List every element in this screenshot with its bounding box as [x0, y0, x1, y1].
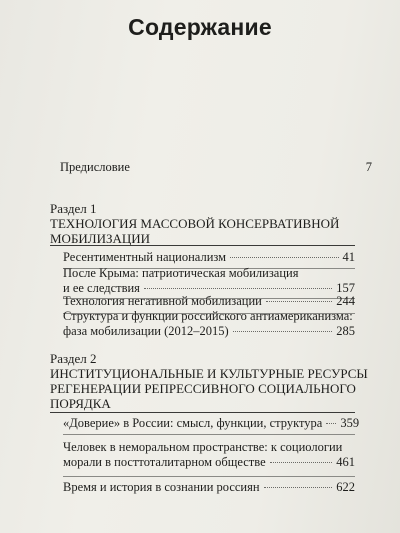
leader	[266, 301, 332, 302]
leader	[270, 462, 333, 463]
toc-entry-preface[interactable]	[60, 160, 372, 175]
toc-entry[interactable]: Структура и функции российского антиамериканизма: фаза мобилизации (2012–2015) 285	[63, 309, 355, 338]
toc-entry[interactable]: Ресентиментный национализм 41	[63, 250, 355, 264]
toc-page-number: 285	[336, 324, 355, 338]
toc-entry-label: Предисловие	[60, 160, 130, 174]
section-title: ИНСТИТУЦИОНАЛЬНЫЕ И КУЛЬТУРНЫЕ РЕСУРСЫ РЕГЕНЕРАЦИИ РЕПРЕССИВНОГО СОЦИАЛЬНОГО ПОРЯДКА	[50, 366, 368, 411]
page-title: Содержание	[128, 14, 272, 40]
section-label: Раздел 2	[50, 351, 97, 366]
entry-divider	[63, 434, 355, 435]
toc-page-number: 41	[342, 250, 355, 264]
section-divider	[50, 245, 355, 246]
leader	[230, 257, 338, 258]
entry-divider	[63, 476, 355, 477]
leader	[233, 331, 333, 332]
toc-entry[interactable]: Время и история в сознании россиян 622	[63, 480, 355, 494]
toc-entry[interactable]: После Крыма: патриотическая мобилизация и ее следствия 157	[63, 266, 355, 295]
toc-page-number: 461	[336, 455, 355, 469]
toc-page-number: 7	[365, 160, 372, 174]
toc-entry[interactable]: «Доверие» в России: смысл, функции, структура 359	[63, 416, 360, 430]
leader	[144, 288, 332, 289]
leader	[326, 423, 336, 424]
toc-page-number: 622	[336, 480, 355, 494]
toc-page-number: 157	[336, 281, 355, 295]
toc-entry[interactable]: Человек в неморальном пространстве: к социологии морали в посттоталитарном обществе 461	[63, 440, 355, 469]
section-divider	[50, 412, 355, 413]
section-title: ТЕХНОЛОГИЯ МАССОВОЙ КОНСЕРВАТИВНОЙ МОБИЛИЗАЦИИ	[50, 216, 340, 246]
toc-page-number: 244	[336, 294, 355, 308]
leader	[264, 487, 333, 488]
toc-page-number: 359	[340, 416, 360, 430]
toc-entry[interactable]: Технология негативной мобилизации 244	[63, 294, 355, 308]
section-label: Раздел 1	[50, 201, 97, 216]
